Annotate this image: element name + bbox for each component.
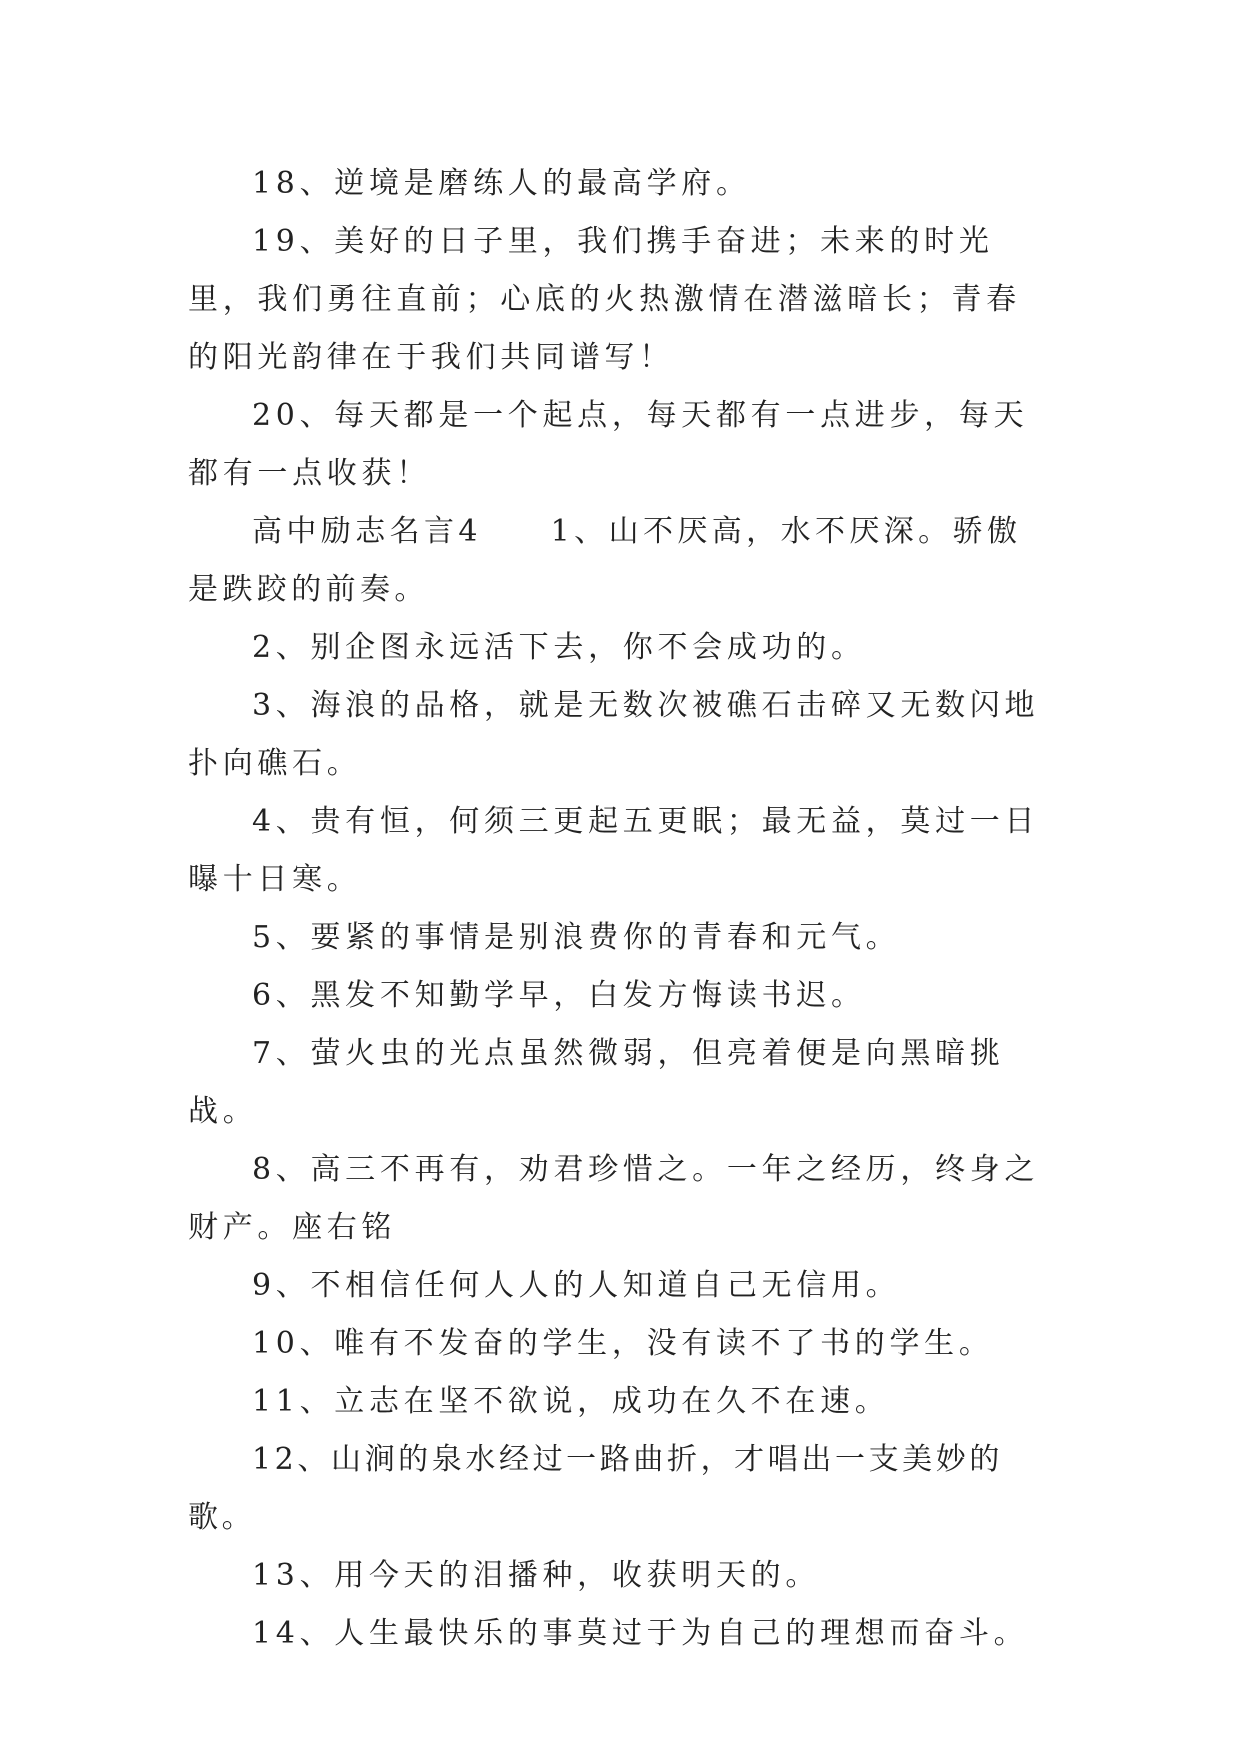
paragraph-14: 14、人生最快乐的事莫过于为自己的理想而奋斗。 [252,1616,1029,1651]
paragraph-18: 18、逆境是磨练人的最高学府。 [252,166,751,201]
paragraph-19: 19、美好的日子里，我们携手奋进；未来的时光里，我们勇往直前；心底的火热激情在潜滋暗长；青春的阳光韵律在于我们共同谱写！ [188,224,1021,375]
section-heading-quotes-4: 高中励志名言4 1、山不厌高，水不厌深。骄傲是跌跤的前奏。 [188,514,1022,607]
paragraph-10: 10、唯有不发奋的学生，没有读不了书的学生。 [252,1326,994,1361]
paragraph-4: 4、贵有恒，何须三更起五更眠；最无益，莫过一日曝十日寒。 [188,804,1040,897]
paragraph-7: 7、萤火虫的光点虽然微弱，但亮着便是向黑暗挑战。 [188,1036,1005,1129]
paragraph-20: 20、每天都是一个起点，每天都有一点进步，每天都有一点收获！ [188,398,1029,491]
paragraph-11: 11、立志在坚不欲说，成功在久不在速。 [252,1384,890,1419]
paragraph-9: 9、不相信任何人人的人知道自己无信用。 [252,1268,901,1303]
paragraph-5: 5、要紧的事情是别浪费你的青春和元气。 [252,920,901,955]
paragraph-6: 6、黑发不知勤学早，白发方悔读书迟。 [252,978,866,1013]
document-body [188,155,1048,1663]
paragraph-2: 2、别企图永远活下去，你不会成功的。 [252,630,866,665]
paragraph-8: 8、高三不再有，劝君珍惜之。一年之经历，终身之财产。座右铭 [188,1152,1040,1245]
paragraph-3: 3、海浪的品格，就是无数次被礁石击碎又无数闪地扑向礁石。 [188,688,1040,781]
paragraph-12: 12、山涧的泉水经过一路曲折，才唱出一支美妙的歌。 [188,1442,1003,1535]
paragraph-13: 13、用今天的泪播种，收获明天的。 [252,1558,821,1593]
